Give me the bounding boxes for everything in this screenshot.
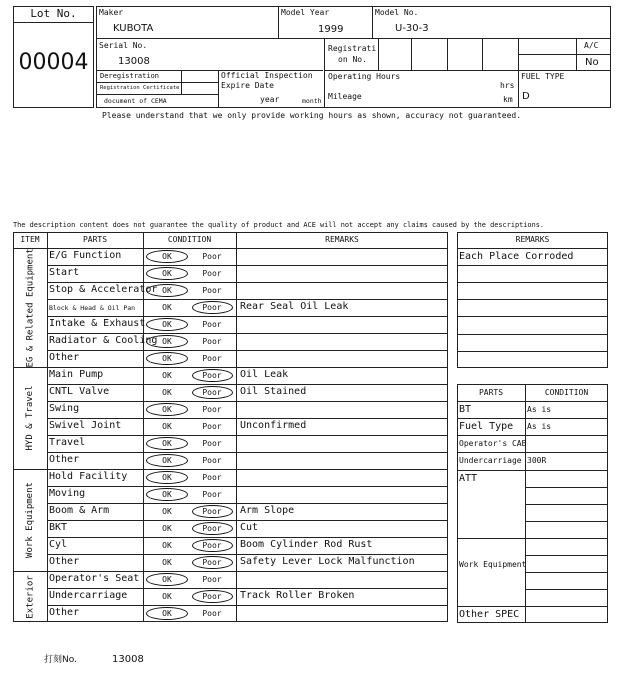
remark-text: Arm Slope <box>240 505 295 516</box>
poor-option: Poor <box>202 473 222 482</box>
other-spec-label: Other SPEC <box>459 608 520 620</box>
ok-option: OK <box>162 439 172 448</box>
ok-selected-circle <box>146 284 188 297</box>
ok-selected-circle <box>146 267 188 280</box>
part-name: Undercarriage <box>49 590 128 601</box>
remark-text: Rear Seal Oil Leak <box>240 301 349 312</box>
ok-selected-circle <box>146 471 188 484</box>
model-no-label: Model No. <box>375 8 419 17</box>
item-group-label: HYD & Travel <box>25 385 35 451</box>
part-name: Other <box>49 454 80 465</box>
parts-row-condition: As is <box>527 405 552 415</box>
remark-text: Safety Lever Lock Malfunction <box>240 556 415 567</box>
poor-option: Poor <box>202 507 222 516</box>
fuel-type-label: FUEL TYPE <box>521 72 565 81</box>
ok-option: OK <box>162 337 172 346</box>
model-year-label: Model Year <box>281 8 330 17</box>
remark-line: Each Place Corroded <box>459 251 574 262</box>
maker-value: KUBOTA <box>113 23 154 34</box>
serial-label: Serial No. <box>99 41 148 50</box>
poor-option: Poor <box>202 439 222 448</box>
remark-text: Unconfirmed <box>240 420 307 431</box>
remark-text: Oil Leak <box>240 369 289 380</box>
poor-option: Poor <box>202 252 222 261</box>
parts-row-label: Fuel Type <box>459 421 514 433</box>
col-remarks-header: REMARKS <box>325 235 359 244</box>
att-label: ATT <box>459 472 478 484</box>
condition-header: CONDITION <box>544 388 589 397</box>
poor-option: Poor <box>202 320 222 329</box>
mileage-label: Mileage <box>328 92 362 101</box>
lot-number: 00004 <box>18 50 89 75</box>
serial-value: 13008 <box>118 56 150 67</box>
parts-row-label: Operator's CAB <box>459 439 527 449</box>
part-name: Intake & Exhaust <box>49 318 146 329</box>
poor-option: Poor <box>202 592 222 601</box>
ok-selected-circle <box>146 454 188 467</box>
poor-selected-circle <box>192 386 233 399</box>
poor-option: Poor <box>202 371 222 380</box>
ok-option: OK <box>162 490 172 499</box>
part-name: Start <box>49 267 80 278</box>
col-item-header: ITEM <box>20 235 40 244</box>
poor-option: Poor <box>202 422 222 431</box>
ok-selected-circle <box>146 573 188 586</box>
item-group-label: Exterior <box>25 574 35 619</box>
ok-selected-circle <box>146 352 188 365</box>
item-group-label: EG & Related Equipment <box>25 247 35 367</box>
ok-option: OK <box>162 524 172 533</box>
ok-option: OK <box>162 354 172 363</box>
ok-selected-circle <box>146 335 188 348</box>
table-row <box>47 401 448 418</box>
remark-text: Boom Cylinder Rod Rust <box>240 539 373 550</box>
poor-option: Poor <box>202 524 222 533</box>
part-name: Other <box>49 556 80 567</box>
poor-option: Poor <box>202 269 222 278</box>
poor-option: Poor <box>202 388 222 397</box>
ok-option: OK <box>162 303 172 312</box>
poor-option: Poor <box>202 354 222 363</box>
ok-option: OK <box>162 405 172 414</box>
poor-selected-circle <box>192 369 233 382</box>
ok-selected-circle <box>146 318 188 331</box>
ok-option: OK <box>162 609 172 618</box>
hrs-label: hrs <box>500 81 515 90</box>
ac-label: A/C <box>584 41 599 50</box>
part-name: Swing <box>49 403 80 414</box>
poor-option: Poor <box>202 405 222 414</box>
table-row <box>47 452 448 469</box>
ok-option: OK <box>162 541 172 550</box>
remark-text: Track Roller Broken <box>240 590 355 601</box>
ok-selected-circle <box>146 607 188 620</box>
poor-option: Poor <box>202 337 222 346</box>
part-name: Other <box>49 352 80 363</box>
parts-row-label: BT <box>459 404 472 416</box>
model-no-value: U-30-3 <box>395 23 429 34</box>
part-name: Swivel Joint <box>49 420 122 431</box>
fuel-type-value: D <box>522 91 530 102</box>
cema-label: document of CEMA <box>104 97 167 105</box>
ok-option: OK <box>162 558 172 567</box>
table-row <box>47 265 448 282</box>
part-name: Main Pump <box>49 369 104 380</box>
poor-option: Poor <box>202 609 222 618</box>
remark-text: Cut <box>240 522 259 533</box>
registration-certificate-label: Registration Certificate <box>100 85 180 91</box>
part-name: BKT <box>49 522 68 533</box>
poor-selected-circle <box>192 539 233 552</box>
ok-option: OK <box>162 286 172 295</box>
stamp-label: 打刻No. <box>44 655 77 665</box>
table-row <box>47 350 448 367</box>
deregistration-label: Deregistration <box>100 72 160 80</box>
registration-label-2: on No. <box>338 55 367 64</box>
ok-selected-circle <box>146 403 188 416</box>
part-name: Moving <box>49 488 86 499</box>
poor-option: Poor <box>202 303 222 312</box>
poor-selected-circle <box>192 556 233 569</box>
col-parts-header: PARTS <box>82 235 108 244</box>
poor-selected-circle <box>192 301 233 314</box>
lot-label: Lot No. <box>30 7 77 20</box>
ok-option: OK <box>162 252 172 261</box>
poor-selected-circle <box>192 590 233 603</box>
poor-selected-circle <box>192 522 233 535</box>
table-row <box>47 435 448 452</box>
part-name: CNTL Valve <box>49 386 110 397</box>
part-name: Boom & Arm <box>49 505 110 516</box>
maker-label: Maker <box>99 8 124 17</box>
part-name: Block & Head & Oil Pan <box>49 304 136 312</box>
table-row <box>47 605 448 622</box>
part-name: Stop & Accelerator <box>49 284 158 295</box>
item-group-label: Work Equipment <box>25 482 35 558</box>
part-name: Radiator & Cooling <box>49 335 158 346</box>
poor-option: Poor <box>202 558 222 567</box>
ok-selected-circle <box>146 488 188 501</box>
notice-text: Please understand that we only provide working hours as shown, accuracy not guaranteed. <box>102 111 522 120</box>
month-label: month <box>302 97 322 105</box>
poor-option: Poor <box>202 286 222 295</box>
ok-selected-circle <box>146 250 188 263</box>
model-year-value: 1999 <box>318 24 344 35</box>
col-condition-header: CONDITION <box>167 235 212 244</box>
registration-label-1: Registrati <box>328 44 377 53</box>
poor-option: Poor <box>202 490 222 499</box>
poor-selected-circle <box>192 505 233 518</box>
ok-option: OK <box>162 320 172 329</box>
poor-option: Poor <box>202 456 222 465</box>
year-label: year <box>260 95 280 104</box>
km-label: km <box>503 95 513 104</box>
ac-value: No <box>585 57 599 68</box>
poor-option: Poor <box>202 541 222 550</box>
inspection-label-2: Expire Date <box>221 81 274 90</box>
inspection-label-1: Official Inspection <box>221 71 313 80</box>
ok-option: OK <box>162 507 172 516</box>
ok-option: OK <box>162 269 172 278</box>
ok-selected-circle <box>146 437 188 450</box>
ok-option: OK <box>162 456 172 465</box>
ok-option: OK <box>162 388 172 397</box>
ok-option: OK <box>162 575 172 584</box>
stamp-value: 13008 <box>112 654 144 665</box>
part-name: Other <box>49 607 80 618</box>
remark-text: Oil Stained <box>240 386 307 397</box>
ok-option: OK <box>162 473 172 482</box>
parts-row-label: Undercarriage <box>459 456 522 466</box>
parts-header: PARTS <box>478 388 504 397</box>
operating-hours-label: Operating Hours <box>328 72 401 81</box>
part-name: E/G Function <box>49 250 122 261</box>
part-name: Hold Facility <box>49 471 128 482</box>
work-equipment-label: Work Equipment <box>459 559 527 569</box>
table-row <box>47 486 448 503</box>
remarks-header: REMARKS <box>515 235 550 244</box>
ok-option: OK <box>162 371 172 380</box>
disclaimer-text: The description content does not guarantee the quality of product and ACE will not accept any claims caused by the descriptions. <box>13 221 545 229</box>
part-name: Travel <box>49 437 86 448</box>
poor-option: Poor <box>202 575 222 584</box>
parts-row-condition: As is <box>527 422 552 432</box>
part-name: Cyl <box>49 539 68 550</box>
parts-row-condition: 300R <box>527 456 547 466</box>
ok-option: OK <box>162 592 172 601</box>
ok-option: OK <box>162 422 172 431</box>
part-name: Operator's Seat <box>49 573 140 584</box>
